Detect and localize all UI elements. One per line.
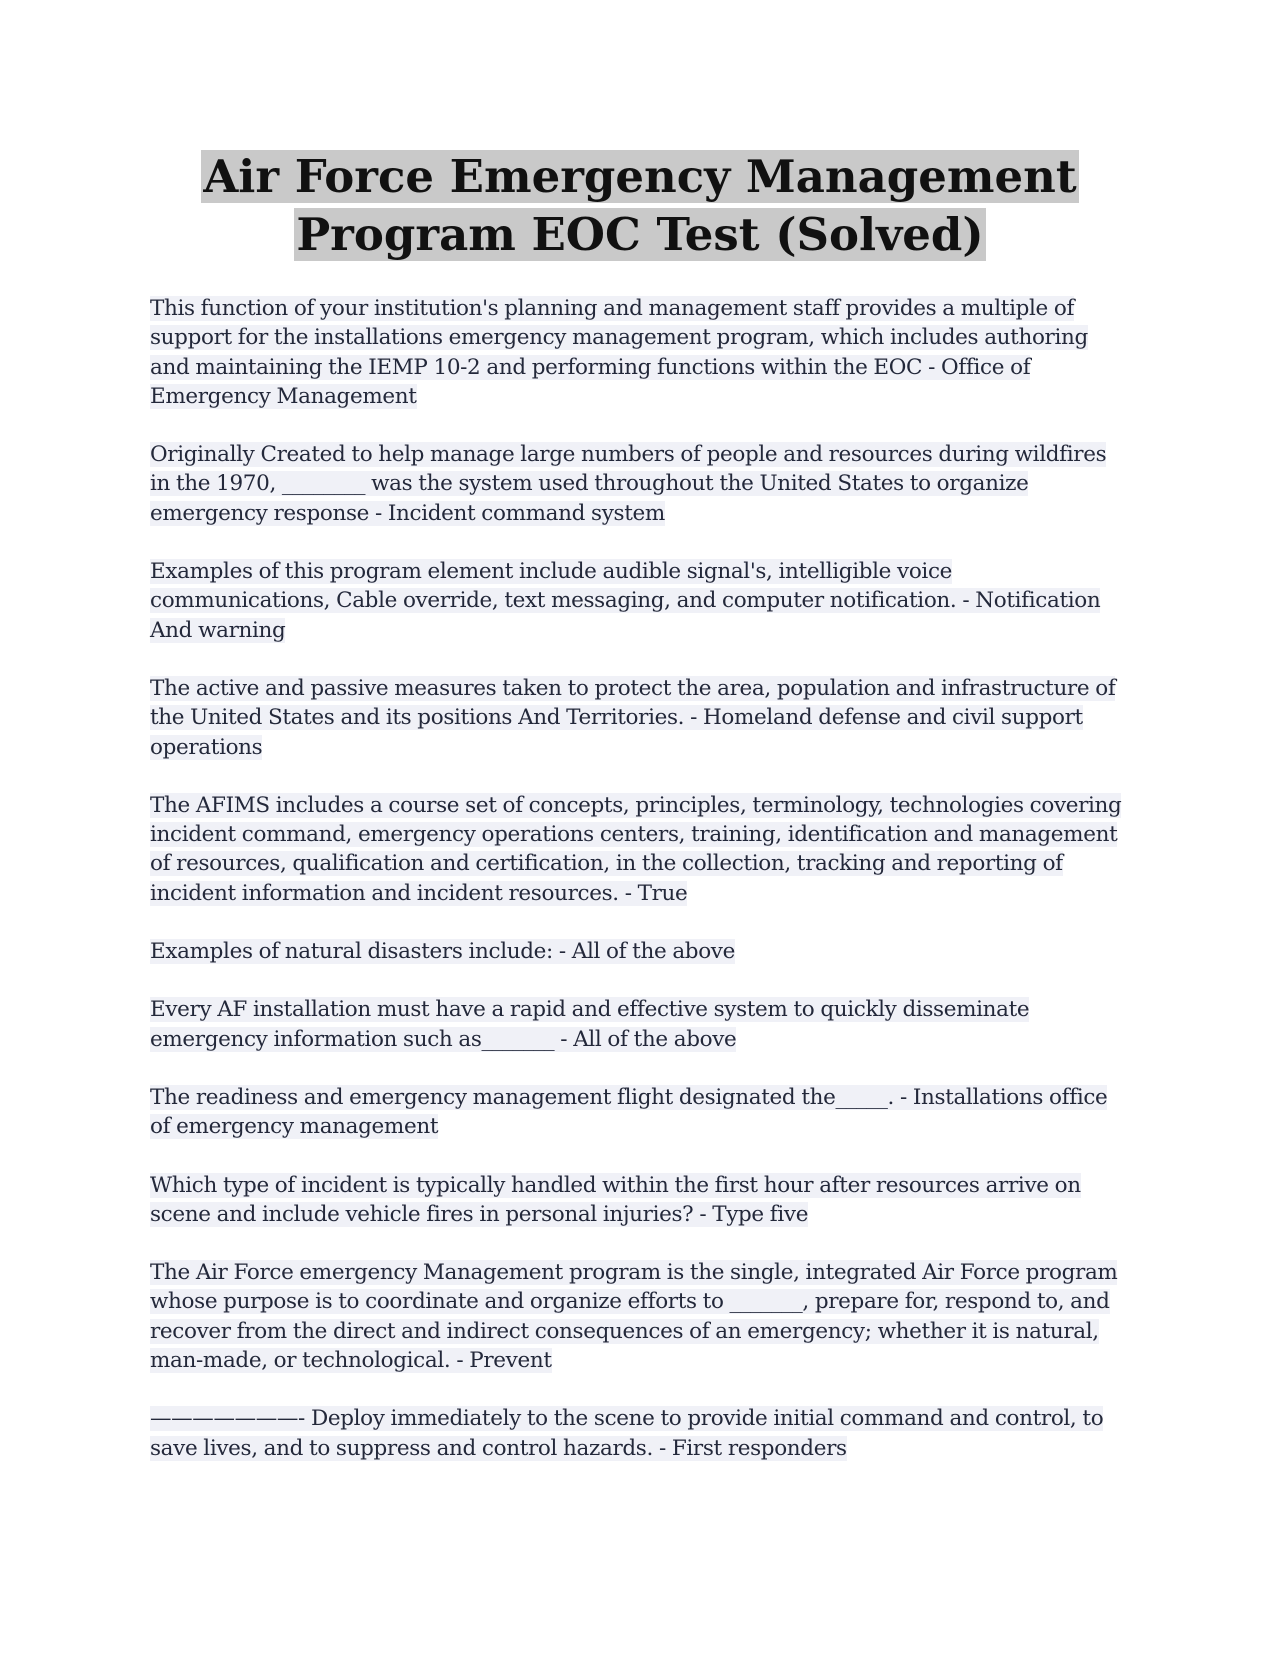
question-item <box>150 440 1130 528</box>
question-item <box>150 557 1130 645</box>
question-text: Every AF installation must have a rapid and effective system to quickly disseminate emergency information such as_______ - All of the above <box>150 997 1030 1052</box>
question-list <box>150 294 1130 1492</box>
question-item <box>150 674 1130 762</box>
question-item <box>150 294 1130 411</box>
question-item <box>150 1083 1130 1142</box>
question-item <box>150 937 1130 966</box>
question-text: Originally Created to help manage large numbers of people and resources during wildfires in the 1970, ________ was the system used throughout the United States to organize emergency response - Incident command system <box>150 442 1107 526</box>
question-item <box>150 995 1130 1054</box>
question-text: Examples of this program element include audible signal's, intelligible voice communications, Cable override, text messaging, and computer notification. - Notification And warning <box>150 559 1101 643</box>
question-item <box>150 1258 1130 1375</box>
document-title <box>150 148 1130 264</box>
question-text: Examples of natural disasters include: - All of the above <box>150 939 735 965</box>
question-text: The active and passive measures taken to protect the area, population and infrastructure of the United States and its positions And Territories. - Homeland defense and civil support operations <box>150 675 1116 760</box>
question-item <box>150 1171 1130 1230</box>
question-text: The Air Force emergency Management program is the single, integrated Air Force program whose purpose is to coordinate and organize efforts to _______, prepare for, respond to, and recover from the direct and indirect consequences of an emergency; whether it is natural, man-made, or technological. - Prevent <box>150 1260 1118 1374</box>
question-text: Which type of incident is typically handled within the first hour after resources arrive on scene and include vehicle fires in personal injuries? - Type five <box>150 1172 1081 1227</box>
title-line-2: Program EOC Test (Solved) <box>296 208 984 261</box>
question-text: The AFIMS includes a course set of concepts, principles, terminology, technologies covering incident command, emergency operations centers, training, identification and management of resources, qualification and certification, in the collection, tracking and reporting of incident information and incident resources. - True <box>150 792 1122 906</box>
question-item <box>150 791 1130 908</box>
title-line-1: Air Force Emergency Management <box>203 150 1077 203</box>
question-item <box>150 1404 1130 1463</box>
question-text: This function of your institution's planning and management staff provides a multiple of support for the installations emergency management program, which includes authoring and maintaining the IEMP 10-2 and performing functions within the EOC - Office of Emergency Management <box>150 296 1088 409</box>
question-text: ———————- Deploy immediately to the scene to provide initial command and control, to save lives, and to suppress and control hazards. - First responders <box>150 1406 1104 1461</box>
question-text: The readiness and emergency management flight designated the_____. - Installations office of emergency management <box>150 1084 1108 1140</box>
